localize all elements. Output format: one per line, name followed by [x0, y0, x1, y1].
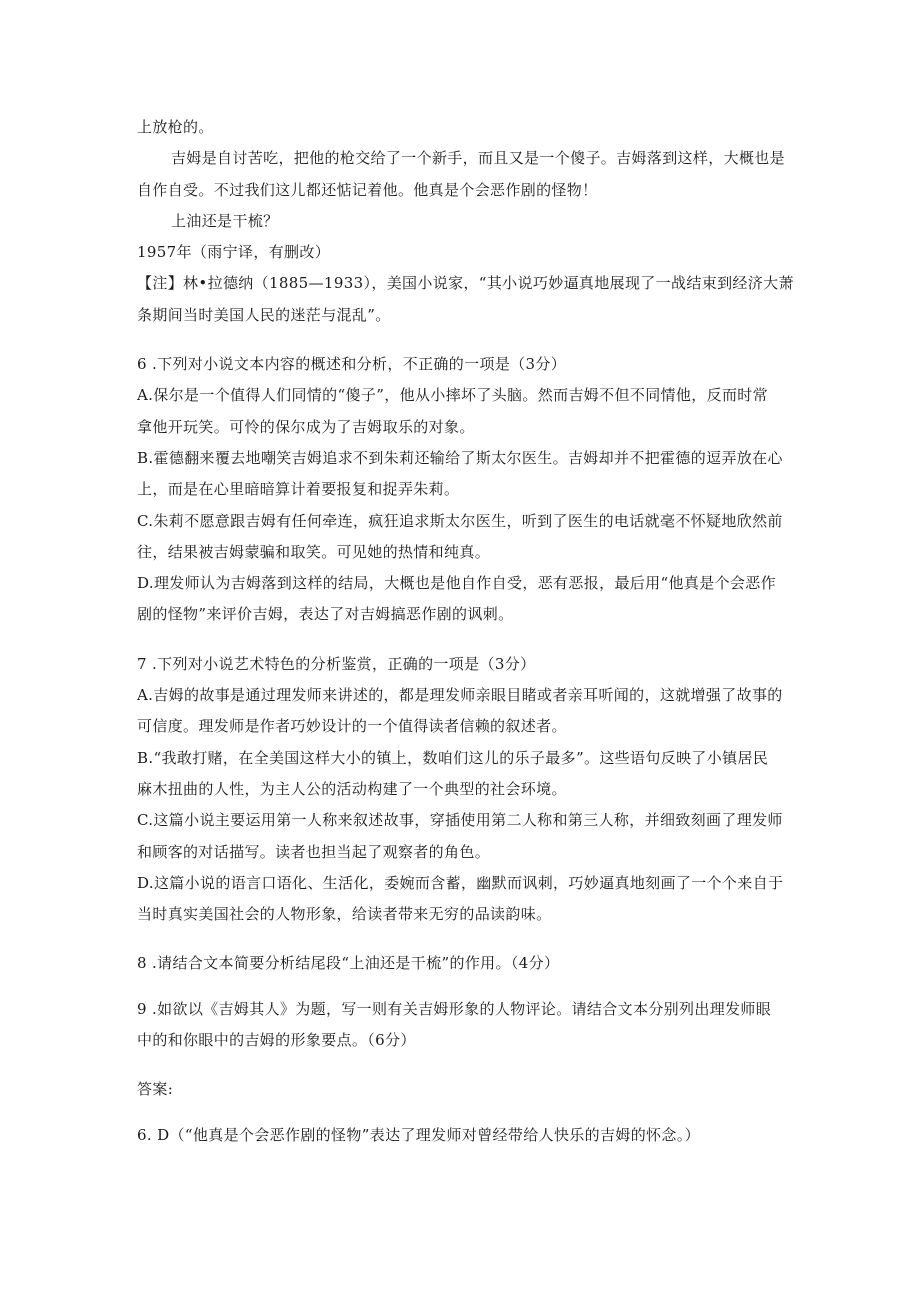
question-6-option-b-line-1: B.霍德翻来覆去地嘲笑吉姆追求不到朱莉还输给了斯太尔医生。吉姆却并不把霍德的逗弄放在心 — [137, 448, 783, 467]
spacer — [137, 930, 797, 948]
footnote-line-1: 【注】林•拉德纳（1885—1933），美国小说家，“其小说巧妙逼真地展现了一战结束到经济大萧 — [137, 274, 794, 293]
question-7-option-b-line-2: 麻木扭曲的人性，为主人公的活动构建了一个典型的社会环境。 — [137, 779, 567, 798]
story-paragraph-2-line-1: 吉姆是自讨苦吃，把他的枪交给了一个新手，而且又是一个傻子。吉姆落到这样，大概也是 — [171, 149, 786, 168]
spacer — [137, 980, 797, 994]
spacer — [137, 1056, 797, 1074]
spacer — [137, 631, 797, 649]
spacer — [137, 331, 797, 349]
question-7-option-d-line-1: D.这篇小说的语言口语化、生活化，委婉而含蓄，幽默而讽刺，巧妙逼真地刻画了一个个来自于 — [137, 873, 784, 892]
question-6-option-a-line-2: 拿他开玩笑。可怜的保尔成为了吉姆取乐的对象。 — [137, 417, 475, 436]
question-9-stem-line-2: 中的和你眼中的吉姆的形象要点。（6分） — [137, 1031, 416, 1050]
question-7-option-d-line-2: 当时真实美国社会的人物形象，给读者带来无穷的品读韵味。 — [137, 905, 552, 924]
story-paragraph-2-line-2: 自作自受。不过我们这儿都还惦记着他。他真是个会恶作剧的怪物！ — [137, 180, 598, 199]
question-6-option-c-line-1: C.朱莉不愿意跟吉姆有任何牵连，疯狂追求斯太尔医生，听到了医生的电话就毫不怀疑地欣然前 — [137, 511, 783, 530]
question-6-stem: 6 .下列对小说文本内容的概述和分析，不正确的一项是（3分） — [137, 355, 567, 374]
story-closing-line: 上油还是干梳？ — [171, 211, 279, 230]
question-9-stem-line-1: 9 .如欲以《吉姆其人》为题，写一则有关吉姆形象的人物评论。请结合文本分别列出理发师眼 — [137, 999, 772, 1018]
answers-heading: 答案: — [137, 1080, 174, 1099]
source-attribution: 1957年（雨宁译，有删改） — [137, 243, 331, 262]
question-6-option-b-line-2: 上，而是在心里暗暗算计着要报复和捉弄朱莉。 — [137, 480, 460, 499]
question-7-option-b-line-1: B.“我敢打赌，在全美国这样大小的镇上，数咱们这儿的乐子最多”。这些语句反映了小镇居民 — [137, 748, 769, 767]
question-7-option-c-line-2: 和顾客的对话描写。读者也担当起了观察者的角色。 — [137, 842, 491, 861]
question-6-option-d-line-2: 剧的怪物”来评价吉姆，表达了对吉姆搞恶作剧的讽刺。 — [137, 605, 514, 624]
question-6-option-a-line-1: A.保尔是一个值得人们同情的“傻子”，他从小摔坏了头脑。然而吉姆不但不同情他，反而时常 — [137, 386, 768, 405]
question-7-stem: 7 .下列对小说艺术特色的分析鉴赏，正确的一项是（3分） — [137, 654, 536, 673]
question-7-option-a-line-2: 可信度。理发师是作者巧妙设计的一个值得读者信赖的叙述者。 — [137, 717, 567, 736]
question-6-option-d-line-1: D.理发师认为吉姆落到这样的结局，大概也是他自作自受，恶有恶报，最后用“他真是个会恶作 — [137, 574, 776, 593]
spacer — [137, 1106, 797, 1120]
question-8-stem: 8 .请结合文本简要分析结尾段“上油还是干梳”的作用。（4分） — [137, 954, 560, 973]
story-paragraph-1: 上放枪的。 — [137, 118, 214, 136]
question-7-option-c-line-1: C.这篇小说主要运用第一人称来叙述故事，穿插使用第二人称和第三人称，并细致刻画了理发师 — [137, 811, 783, 830]
question-7-option-a-line-1: A.吉姆的故事是通过理发师来讲述的，都是理发师亲眼目睹或者亲耳听闻的，这就增强了故事的 — [137, 686, 783, 705]
answer-6: 6. D（“他真是个会恶作剧的怪物”表达了理发师对曾经带给人快乐的吉姆的怀念。） — [137, 1125, 700, 1144]
footnote-line-2: 条期间当时美国人民的迷茫与混乱”。 — [137, 305, 391, 324]
document-page — [137, 112, 797, 1151]
question-6-option-c-line-2: 往，结果被吉姆蒙骗和取笑。可见她的热情和纯真。 — [137, 542, 491, 561]
